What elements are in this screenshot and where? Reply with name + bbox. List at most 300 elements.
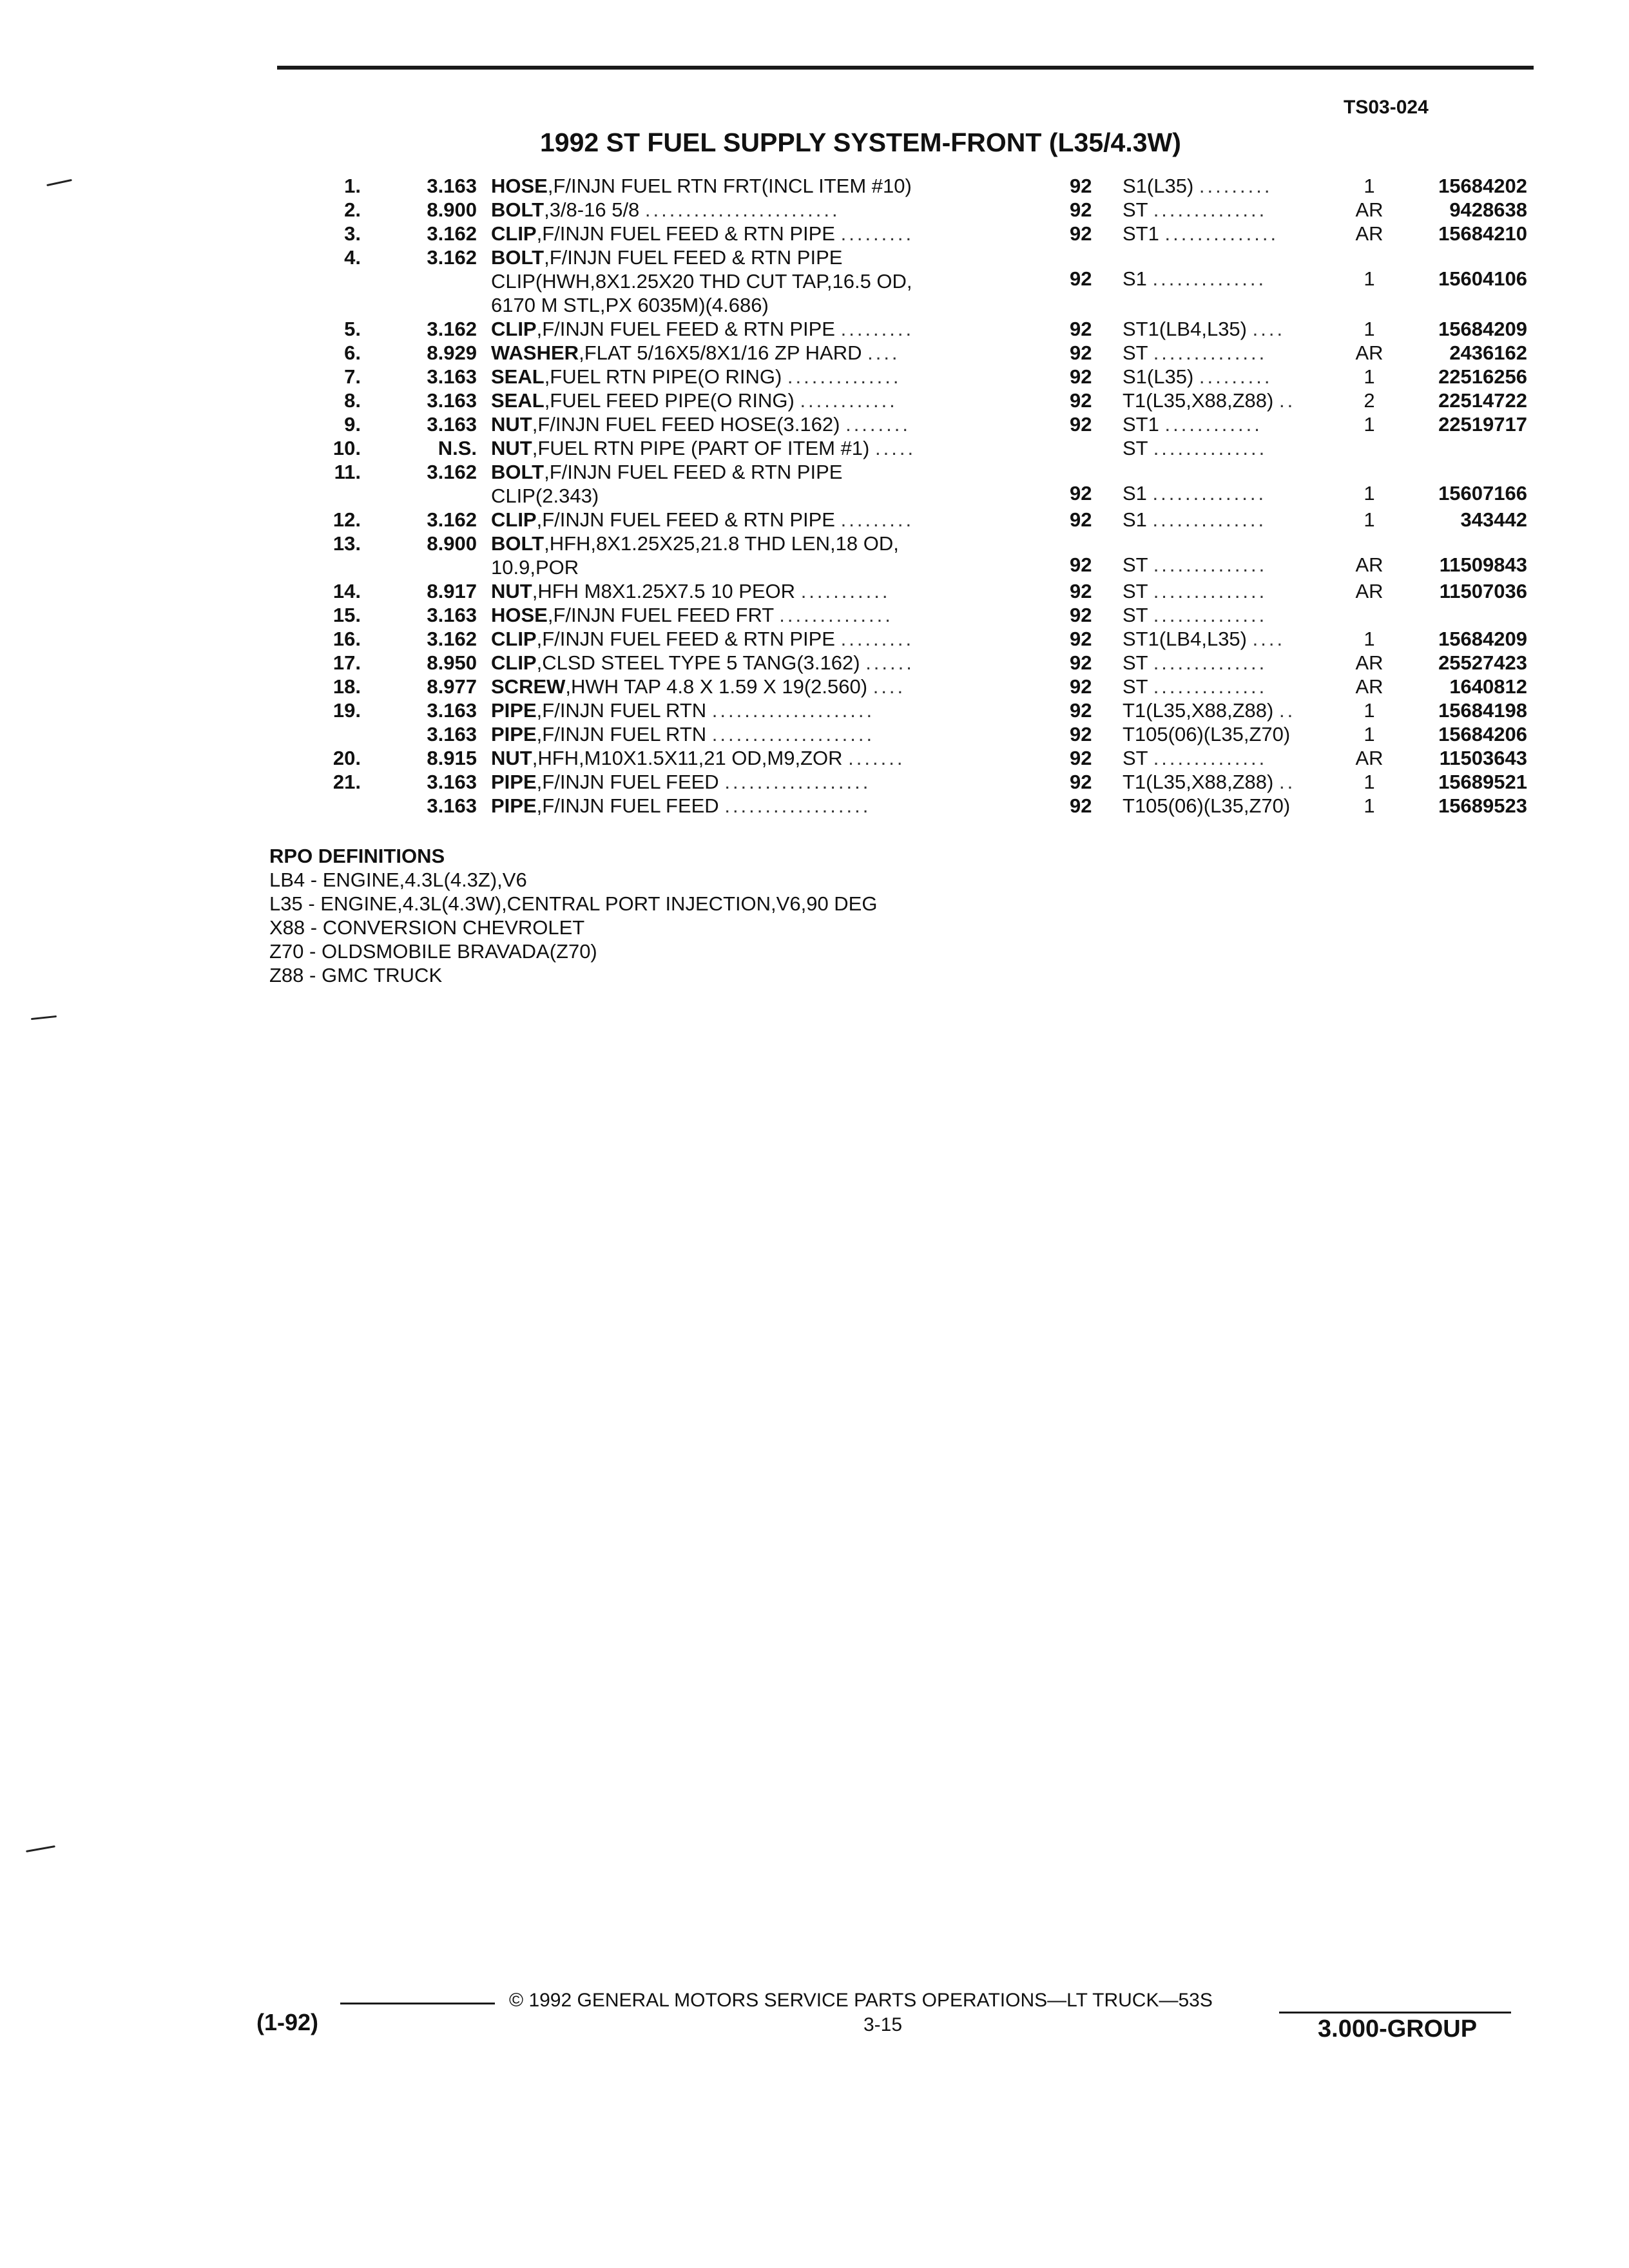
model-year: 92	[1070, 482, 1092, 505]
part-row	[0, 675, 1629, 698]
model-usage	[1123, 365, 1342, 389]
leader-dots: ..............	[1153, 580, 1268, 602]
model-code: T1(L35,X88,Z88)	[1123, 389, 1274, 412]
item-number: 7.	[344, 365, 361, 388]
model-year: 92	[1070, 747, 1092, 769]
section-number: 3.163	[427, 771, 477, 793]
section-number: 3.163	[427, 389, 477, 412]
top-rule	[277, 66, 1534, 70]
part-description	[491, 174, 1019, 198]
part-detail: ,F/INJN FUEL FEED HOSE(3.162)	[532, 413, 840, 436]
part-description	[491, 222, 1019, 245]
leader-dots: ..................	[724, 794, 871, 817]
section-number: 8.917	[427, 580, 477, 602]
part-keyword: BOLT	[491, 246, 545, 269]
model-code: S1	[1123, 482, 1147, 505]
leader-dots: ..............	[1153, 341, 1268, 364]
quantity: 1	[1364, 794, 1375, 817]
part-description	[491, 627, 1019, 651]
rpo-heading: RPO DEFINITIONS	[269, 845, 445, 867]
item-number: 4.	[344, 246, 361, 269]
item-number: 16.	[333, 628, 361, 650]
leader-dots: .........	[840, 222, 914, 245]
part-keyword: CLIP	[491, 318, 537, 340]
rpo-item: Z88 - GMC TRUCK	[269, 964, 443, 986]
model-usage	[1123, 389, 1342, 412]
model-usage	[1123, 627, 1342, 651]
part-detail: ,FUEL RTN PIPE (PART OF ITEM #1)	[532, 437, 870, 459]
part-number: 11503643	[1439, 747, 1527, 769]
item-number: 8.	[344, 389, 361, 412]
leader-dots: ....	[867, 341, 900, 364]
leader-dots: ....................	[711, 723, 875, 745]
part-keyword: PIPE	[491, 723, 537, 745]
section-number: 3.163	[427, 699, 477, 722]
leader-dots: .........	[1199, 365, 1273, 388]
model-year: 92	[1070, 389, 1092, 412]
part-row	[0, 579, 1629, 603]
footer-group: 3.000-GROUP	[1318, 2015, 1478, 2042]
part-detail: ,F/INJN FUEL RTN	[536, 723, 707, 745]
model-code: T105(06)(L35,Z70)	[1123, 723, 1291, 745]
section-number: 3.162	[427, 628, 477, 650]
part-description	[491, 579, 1019, 603]
item-number: 18.	[333, 675, 361, 698]
section-number: N.S.	[438, 437, 477, 459]
item-number: 17.	[333, 651, 361, 674]
model-code: ST1(LB4,L35)	[1123, 318, 1247, 340]
part-number: 15607166	[1438, 482, 1527, 505]
part-detail: ,FUEL RTN PIPE(O RING)	[544, 365, 782, 388]
quantity: 2	[1364, 389, 1375, 412]
model-year: 92	[1070, 771, 1092, 793]
part-number: 1640812	[1449, 675, 1527, 698]
item-number: 13.	[333, 532, 361, 555]
model-code: S1	[1123, 508, 1147, 531]
model-year: 92	[1070, 580, 1092, 602]
quantity: AR	[1355, 675, 1383, 698]
part-detail: ,F/INJN FUEL FEED & RTN PIPE	[536, 318, 835, 340]
model-code: T1(L35,X88,Z88)	[1123, 699, 1274, 722]
part-keyword: PIPE	[491, 699, 537, 722]
model-code: S1(L35)	[1123, 175, 1194, 197]
quantity: AR	[1355, 580, 1383, 602]
quantity: AR	[1355, 198, 1383, 221]
leader-dots: .....	[875, 437, 916, 459]
quantity: 1	[1364, 267, 1375, 291]
rpo-item: L35 - ENGINE,4.3L(4.3W),CENTRAL PORT INJECTION,V6,90 DEG	[269, 892, 878, 915]
part-description	[491, 436, 1019, 460]
part-number: 11507036	[1439, 580, 1527, 602]
part-number: 15684202	[1438, 175, 1527, 197]
model-year: 92	[1070, 553, 1092, 577]
part-detail: ,F/INJN FUEL FEED & RTN PIPE	[544, 246, 843, 269]
part-description	[491, 341, 1019, 365]
part-number: 343442	[1460, 508, 1527, 531]
model-usage	[1123, 579, 1342, 603]
section-number: 3.162	[427, 461, 477, 483]
model-year: 92	[1070, 198, 1092, 221]
part-description	[491, 317, 1019, 341]
part-description	[491, 389, 1019, 412]
part-row	[0, 532, 1629, 579]
leader-dots: ....	[1252, 628, 1286, 650]
part-row	[0, 412, 1629, 436]
section-number: 8.977	[427, 675, 477, 698]
rpo-item: LB4 - ENGINE,4.3L(4.3Z),V6	[269, 869, 527, 891]
section-number: 8.950	[427, 651, 477, 674]
part-number: 25527423	[1438, 651, 1527, 674]
model-code: ST	[1123, 580, 1148, 602]
model-usage	[1123, 722, 1342, 746]
part-description	[491, 508, 1019, 532]
leader-dots: ..............	[1153, 651, 1268, 674]
part-keyword: WASHER	[491, 341, 579, 364]
leader-dots: ....	[872, 675, 906, 698]
model-usage	[1123, 412, 1342, 436]
model-year: 92	[1070, 699, 1092, 722]
part-row	[0, 174, 1629, 198]
part-row	[0, 746, 1629, 770]
quantity: AR	[1355, 222, 1383, 245]
item-number: 14.	[333, 580, 361, 602]
page-title: 1992 ST FUEL SUPPLY SYSTEM-FRONT (L35/4.3W)	[540, 128, 1181, 157]
model-code: ST	[1123, 198, 1148, 221]
hole-punch-mark	[26, 1845, 55, 1852]
item-number: 15.	[333, 604, 361, 626]
part-keyword: CLIP	[491, 222, 537, 245]
part-description	[491, 770, 1019, 794]
part-description	[491, 532, 1019, 555]
quantity: AR	[1355, 747, 1383, 769]
model-code: ST	[1123, 651, 1148, 674]
part-keyword: SEAL	[491, 389, 545, 412]
part-row	[0, 389, 1629, 412]
leader-dots: ..............	[1153, 747, 1268, 769]
hole-punch-mark	[31, 1015, 57, 1020]
part-detail: ,CLSD STEEL TYPE 5 TANG(3.162)	[536, 651, 860, 674]
part-keyword: HOSE	[491, 604, 548, 626]
part-number: 22519717	[1438, 413, 1527, 436]
model-code: ST	[1123, 747, 1148, 769]
rpo-item: X88 - CONVERSION CHEVROLET	[269, 916, 585, 939]
part-detail: ,HFH,M10X1.5X11,21 OD,M9,ZOR	[532, 747, 843, 769]
section-number: 3.162	[427, 246, 477, 269]
model-year: 92	[1070, 318, 1092, 340]
section-number: 8.915	[427, 747, 477, 769]
quantity: 1	[1364, 365, 1375, 388]
model-usage	[1123, 770, 1342, 794]
part-detail: ,FUEL FEED PIPE(O RING)	[544, 389, 795, 412]
leader-dots: ..............	[1152, 267, 1267, 291]
leader-dots: ..............	[1153, 553, 1268, 577]
part-keyword: HOSE	[491, 175, 548, 197]
model-year: 92	[1070, 628, 1092, 650]
part-description	[491, 698, 1019, 722]
part-keyword: BOLT	[491, 461, 545, 483]
section-number: 8.900	[427, 532, 477, 555]
section-number: 3.163	[427, 723, 477, 745]
item-number: 10.	[333, 437, 361, 459]
part-description	[491, 675, 1019, 698]
part-keyword: BOLT	[491, 198, 545, 221]
item-number: 12.	[333, 508, 361, 531]
part-description	[491, 365, 1019, 389]
quantity: 1	[1364, 482, 1375, 505]
quantity: 1	[1364, 699, 1375, 722]
part-keyword: PIPE	[491, 771, 537, 793]
quantity: AR	[1355, 341, 1383, 364]
quantity: 1	[1364, 175, 1375, 197]
section-number: 3.163	[427, 365, 477, 388]
leader-dots: ......	[865, 651, 914, 674]
part-detail: ,F/INJN FUEL FEED	[536, 794, 719, 817]
part-detail: ,F/INJN FUEL RTN FRT(INCL ITEM #10)	[547, 175, 912, 197]
model-usage	[1123, 553, 1342, 577]
leader-dots: ..	[1278, 389, 1296, 412]
model-code: T105(06)(L35,Z70)	[1123, 794, 1291, 817]
part-detail: ,HWH TAP 4.8 X 1.59 X 19(2.560)	[565, 675, 868, 698]
model-year: 92	[1070, 723, 1092, 745]
quantity: AR	[1355, 651, 1383, 674]
part-description	[491, 722, 1019, 746]
part-description-continued: CLIP(HWH,8X1.25X20 THD CUT TAP,16.5 OD,	[491, 270, 912, 293]
leader-dots: ........	[845, 413, 911, 436]
model-year: 92	[1070, 794, 1092, 817]
part-detail: ,F/INJN FUEL FEED & RTN PIPE	[544, 461, 843, 483]
model-code: T1(L35,X88,Z88)	[1123, 771, 1274, 793]
leader-dots: ....	[1252, 318, 1286, 340]
model-year: 92	[1070, 651, 1092, 674]
quantity: AR	[1355, 553, 1383, 577]
part-number: 15684206	[1438, 723, 1527, 745]
part-row	[0, 245, 1629, 317]
part-description-continued: 10.9,POR	[491, 556, 579, 579]
part-keyword: BOLT	[491, 532, 545, 555]
section-number: 8.900	[427, 198, 477, 221]
model-year: 92	[1070, 222, 1092, 245]
part-keyword: CLIP	[491, 651, 537, 674]
model-usage	[1123, 746, 1342, 770]
item-number: 19.	[333, 699, 361, 722]
part-description	[491, 198, 1019, 222]
leader-dots: .........	[840, 318, 914, 340]
leader-dots: ............	[800, 389, 898, 412]
model-usage	[1123, 174, 1342, 198]
model-year: 92	[1070, 508, 1092, 531]
leader-dots: ........................	[644, 198, 840, 221]
leader-dots: ...........	[800, 580, 891, 602]
model-usage	[1123, 508, 1342, 532]
part-row	[0, 436, 1629, 460]
part-number: 15684209	[1438, 318, 1527, 340]
item-number: 21.	[333, 771, 361, 793]
part-detail: ,HFH M8X1.25X7.5 10 PEOR	[532, 580, 796, 602]
part-number: 9428638	[1449, 198, 1527, 221]
model-usage	[1123, 267, 1342, 291]
model-code: ST1	[1123, 413, 1159, 436]
section-number: 3.163	[427, 604, 477, 626]
model-year: 92	[1070, 267, 1092, 291]
part-row	[0, 222, 1629, 245]
leader-dots: ....................	[711, 699, 875, 722]
section-number: 3.163	[427, 413, 477, 436]
quantity: 1	[1364, 413, 1375, 436]
part-number: 15684198	[1438, 699, 1527, 722]
part-number: 15689521	[1438, 771, 1527, 793]
part-row	[0, 770, 1629, 794]
part-number: 22514722	[1438, 389, 1527, 412]
leader-dots: ..............	[1153, 675, 1268, 698]
part-detail: ,F/INJN FUEL RTN	[536, 699, 707, 722]
leader-dots: ..............	[787, 365, 901, 388]
part-detail: ,F/INJN FUEL FEED & RTN PIPE	[536, 222, 835, 245]
section-number: 8.929	[427, 341, 477, 364]
part-detail: ,F/INJN FUEL FEED & RTN PIPE	[536, 628, 835, 650]
part-description	[491, 460, 1019, 484]
part-keyword: SCREW	[491, 675, 566, 698]
part-row	[0, 627, 1629, 651]
leader-dots: .........	[840, 628, 914, 650]
footer-page-number: 3-15	[863, 2014, 903, 2035]
part-row	[0, 365, 1629, 389]
item-number: 5.	[344, 318, 361, 340]
part-description	[491, 746, 1019, 770]
part-number: 2436162	[1449, 341, 1527, 364]
part-description	[491, 412, 1019, 436]
part-keyword: CLIP	[491, 628, 537, 650]
model-usage	[1123, 341, 1342, 365]
footer-date-code: (1-92)	[256, 2009, 319, 2035]
part-description-continued: 6170 M STL,PX 6035M)(4.686)	[491, 294, 769, 316]
part-number: 15684209	[1438, 628, 1527, 650]
quantity: 1	[1364, 628, 1375, 650]
part-detail: ,FLAT 5/16X5/8X1/16 ZP HARD	[579, 341, 862, 364]
item-number: 6.	[344, 341, 361, 364]
model-code: S1(L35)	[1123, 365, 1194, 388]
leader-dots: ..	[1278, 699, 1296, 722]
footer-copyright: © 1992 GENERAL MOTORS SERVICE PARTS OPERATIONS—LT TRUCK—53S	[509, 1990, 1213, 2011]
doc-code: TS03-024	[1344, 97, 1429, 118]
quantity: 1	[1364, 318, 1375, 340]
part-detail: ,3/8-16 5/8	[544, 198, 640, 221]
model-year: 92	[1070, 604, 1092, 626]
part-description	[491, 794, 1019, 818]
model-year: 92	[1070, 341, 1092, 364]
item-number: 11.	[334, 461, 361, 483]
part-keyword: NUT	[491, 437, 532, 459]
section-number: 3.162	[427, 508, 477, 531]
part-keyword: PIPE	[491, 794, 537, 817]
part-detail: ,F/INJN FUEL FEED	[536, 771, 719, 793]
model-code: ST1	[1123, 222, 1159, 245]
leader-dots: .......	[848, 747, 905, 769]
part-description	[491, 603, 1019, 627]
footer-rule-right	[1279, 2012, 1511, 2013]
model-usage	[1123, 651, 1342, 675]
leader-dots: ..............	[1153, 604, 1268, 626]
part-number: 22516256	[1438, 365, 1527, 388]
part-detail: ,F/INJN FUEL FEED FRT	[547, 604, 774, 626]
item-number: 9.	[344, 413, 361, 436]
part-row	[0, 341, 1629, 365]
model-year: 92	[1070, 175, 1092, 197]
part-row	[0, 508, 1629, 532]
part-keyword: NUT	[491, 413, 532, 436]
part-detail: ,HFH,8X1.25X25,21.8 THD LEN,18 OD,	[544, 532, 899, 555]
model-year: 92	[1070, 413, 1092, 436]
part-keyword: CLIP	[491, 508, 537, 531]
part-detail: ,F/INJN FUEL FEED & RTN PIPE	[536, 508, 835, 531]
model-usage	[1123, 481, 1342, 505]
quantity: 1	[1364, 508, 1375, 531]
item-number: 20.	[333, 747, 361, 769]
model-code: ST	[1123, 553, 1148, 577]
model-usage	[1123, 436, 1342, 460]
part-row	[0, 651, 1629, 675]
part-row	[0, 460, 1629, 508]
model-code: ST	[1123, 341, 1148, 364]
leader-dots: .........	[840, 508, 914, 531]
model-usage	[1123, 675, 1342, 698]
model-code: ST	[1123, 675, 1148, 698]
part-row	[0, 698, 1629, 722]
part-row	[0, 603, 1629, 627]
model-usage	[1123, 222, 1342, 245]
leader-dots: ..............	[1153, 437, 1268, 459]
leader-dots: .........	[1199, 175, 1273, 197]
part-keyword: NUT	[491, 580, 532, 602]
part-number: 15604106	[1438, 267, 1527, 291]
model-code: ST1(LB4,L35)	[1123, 628, 1247, 650]
quantity: 1	[1364, 771, 1375, 793]
part-keyword: SEAL	[491, 365, 545, 388]
part-row	[0, 794, 1629, 818]
model-year: 92	[1070, 365, 1092, 388]
model-usage	[1123, 198, 1342, 222]
model-year: 92	[1070, 675, 1092, 698]
part-row	[0, 317, 1629, 341]
section-number: 3.163	[427, 794, 477, 817]
part-description	[491, 245, 1019, 269]
section-number: 3.163	[427, 175, 477, 197]
leader-dots: ..................	[724, 771, 871, 793]
model-usage	[1123, 698, 1342, 722]
section-number: 3.162	[427, 222, 477, 245]
model-usage	[1123, 317, 1342, 341]
item-number: 3.	[344, 222, 361, 245]
leader-dots: ..............	[1164, 222, 1279, 245]
part-description-continued: CLIP(2.343)	[491, 485, 599, 507]
model-code: ST	[1123, 437, 1148, 459]
part-number: 15689523	[1438, 794, 1527, 817]
leader-dots: ..............	[1153, 198, 1268, 221]
part-keyword: NUT	[491, 747, 532, 769]
model-code: ST	[1123, 604, 1148, 626]
leader-dots: ............	[1164, 413, 1262, 436]
leader-dots: ..............	[1152, 482, 1267, 505]
model-usage	[1123, 603, 1342, 627]
item-number: 2.	[344, 198, 361, 221]
part-row	[0, 722, 1629, 746]
item-number: 1.	[344, 175, 361, 197]
part-number: 15684210	[1438, 222, 1527, 245]
part-number: 11509843	[1439, 553, 1527, 577]
section-number: 3.162	[427, 318, 477, 340]
leader-dots: ..............	[779, 604, 893, 626]
part-row	[0, 198, 1629, 222]
model-usage	[1123, 794, 1342, 818]
